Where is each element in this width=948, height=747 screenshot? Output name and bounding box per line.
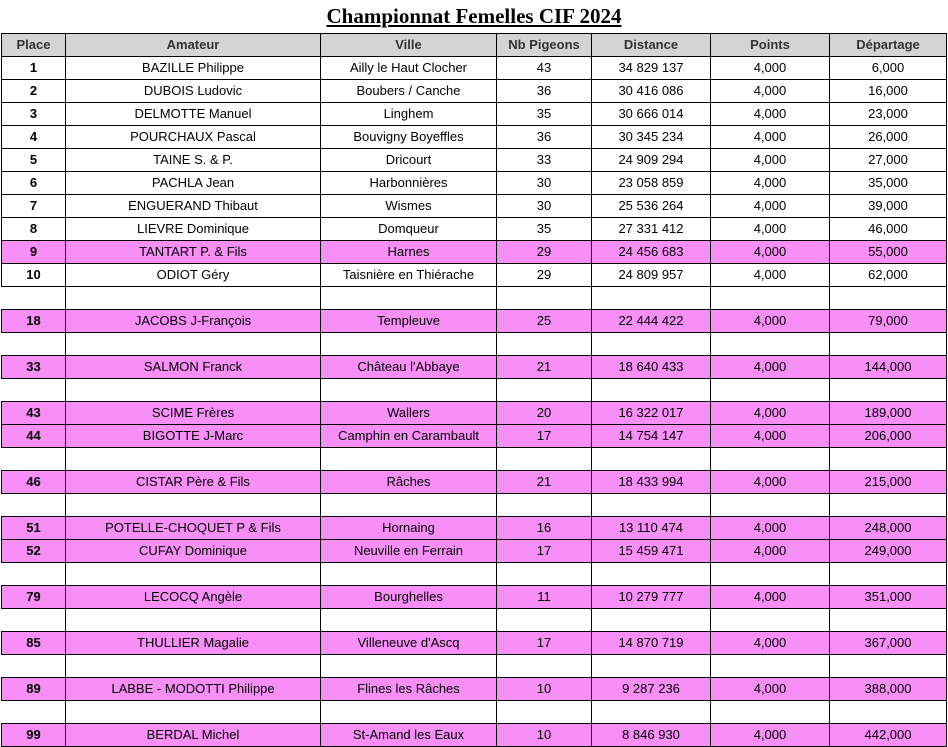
spacer-row (2, 494, 947, 517)
cell-departage: 35,000 (830, 172, 947, 195)
cell-departage: 248,000 (830, 517, 947, 540)
cell-points: 4,000 (711, 80, 830, 103)
cell-nb-pigeons: 21 (497, 356, 592, 379)
cell-nb-pigeons: 17 (497, 632, 592, 655)
cell-amateur: LECOCQ Angèle (66, 586, 321, 609)
cell-amateur: CUFAY Dominique (66, 540, 321, 563)
spacer-cell (592, 609, 711, 632)
cell-departage: 388,000 (830, 678, 947, 701)
cell-distance: 18 640 433 (592, 356, 711, 379)
cell-amateur: ODIOT Géry (66, 264, 321, 287)
cell-place: 33 (2, 356, 66, 379)
cell-ville: Linghem (321, 103, 497, 126)
header-ville: Ville (321, 34, 497, 57)
table-row (2, 80, 947, 103)
cell-amateur: POURCHAUX Pascal (66, 126, 321, 149)
spacer-cell (592, 655, 711, 678)
header-points: Points (711, 34, 830, 57)
cell-nb-pigeons: 35 (497, 218, 592, 241)
cell-nb-pigeons: 25 (497, 310, 592, 333)
cell-ville: Wismes (321, 195, 497, 218)
spacer-cell (2, 655, 66, 678)
cell-ville: Neuville en Ferrain (321, 540, 497, 563)
cell-amateur: SALMON Franck (66, 356, 321, 379)
table-row (2, 540, 947, 563)
cell-points: 4,000 (711, 103, 830, 126)
cell-ville: St-Amand les Eaux (321, 724, 497, 747)
header-amateur: Amateur (66, 34, 321, 57)
cell-points: 4,000 (711, 57, 830, 80)
table-row (2, 402, 947, 425)
spacer-cell (2, 448, 66, 471)
cell-distance: 13 110 474 (592, 517, 711, 540)
spacer-cell (2, 563, 66, 586)
cell-ville: Râches (321, 471, 497, 494)
table-row (2, 241, 947, 264)
cell-amateur: JACOBS J-François (66, 310, 321, 333)
cell-place: 52 (2, 540, 66, 563)
cell-distance: 34 829 137 (592, 57, 711, 80)
cell-departage: 215,000 (830, 471, 947, 494)
cell-amateur: ENGUERAND Thibaut (66, 195, 321, 218)
cell-departage: 144,000 (830, 356, 947, 379)
cell-distance: 24 909 294 (592, 149, 711, 172)
spacer-row (2, 609, 947, 632)
cell-amateur: DELMOTTE Manuel (66, 103, 321, 126)
cell-amateur: TANTART P. & Fils (66, 241, 321, 264)
spacer-cell (592, 287, 711, 310)
spacer-cell (830, 609, 947, 632)
table-row (2, 310, 947, 333)
spacer-cell (321, 701, 497, 724)
header-row (2, 34, 947, 57)
cell-nb-pigeons: 17 (497, 425, 592, 448)
cell-place: 89 (2, 678, 66, 701)
cell-points: 4,000 (711, 149, 830, 172)
cell-nb-pigeons: 43 (497, 57, 592, 80)
cell-place: 5 (2, 149, 66, 172)
cell-departage: 442,000 (830, 724, 947, 747)
cell-ville: Bourghelles (321, 586, 497, 609)
cell-place: 85 (2, 632, 66, 655)
cell-points: 4,000 (711, 356, 830, 379)
cell-nb-pigeons: 11 (497, 586, 592, 609)
cell-nb-pigeons: 30 (497, 172, 592, 195)
table-row (2, 632, 947, 655)
spacer-cell (66, 287, 321, 310)
table-body (2, 57, 947, 747)
cell-distance: 30 345 234 (592, 126, 711, 149)
table-row (2, 57, 947, 80)
spacer-cell (321, 655, 497, 678)
cell-departage: 249,000 (830, 540, 947, 563)
spacer-cell (711, 609, 830, 632)
spacer-cell (711, 494, 830, 517)
cell-distance: 27 331 412 (592, 218, 711, 241)
spacer-cell (497, 448, 592, 471)
cell-amateur: CISTAR Père & Fils (66, 471, 321, 494)
cell-distance: 25 536 264 (592, 195, 711, 218)
table-row (2, 517, 947, 540)
cell-departage: 6,000 (830, 57, 947, 80)
cell-distance: 18 433 994 (592, 471, 711, 494)
spacer-cell (592, 333, 711, 356)
cell-departage: 351,000 (830, 586, 947, 609)
cell-nb-pigeons: 35 (497, 103, 592, 126)
cell-place: 7 (2, 195, 66, 218)
spacer-cell (711, 701, 830, 724)
cell-distance: 14 754 147 (592, 425, 711, 448)
header-nb-pigeons: Nb Pigeons (497, 34, 592, 57)
spacer-cell (497, 494, 592, 517)
cell-distance: 24 809 957 (592, 264, 711, 287)
cell-points: 4,000 (711, 218, 830, 241)
spacer-cell (321, 287, 497, 310)
spacer-row (2, 448, 947, 471)
spacer-cell (711, 448, 830, 471)
spacer-cell (2, 701, 66, 724)
table-row (2, 678, 947, 701)
spacer-cell (2, 494, 66, 517)
cell-distance: 23 058 859 (592, 172, 711, 195)
spacer-cell (830, 701, 947, 724)
spacer-cell (66, 448, 321, 471)
header-departage: Départage (830, 34, 947, 57)
cell-nb-pigeons: 20 (497, 402, 592, 425)
spacer-cell (66, 701, 321, 724)
cell-departage: 62,000 (830, 264, 947, 287)
spacer-cell (711, 379, 830, 402)
cell-place: 3 (2, 103, 66, 126)
cell-place: 79 (2, 586, 66, 609)
spacer-row (2, 655, 947, 678)
cell-ville: Domqueur (321, 218, 497, 241)
cell-ville: Château l'Abbaye (321, 356, 497, 379)
cell-amateur: BAZILLE Philippe (66, 57, 321, 80)
cell-nb-pigeons: 36 (497, 126, 592, 149)
cell-distance: 16 322 017 (592, 402, 711, 425)
spacer-cell (711, 655, 830, 678)
cell-amateur: LABBE - MODOTTI Philippe (66, 678, 321, 701)
page-title: Championnat Femelles CIF 2024 (326, 4, 622, 28)
cell-departage: 189,000 (830, 402, 947, 425)
cell-amateur: POTELLE-CHOQUET P & Fils (66, 517, 321, 540)
cell-distance: 30 416 086 (592, 80, 711, 103)
spacer-cell (711, 333, 830, 356)
table-row (2, 149, 947, 172)
spacer-cell (711, 287, 830, 310)
table-row (2, 586, 947, 609)
cell-amateur: PACHLA Jean (66, 172, 321, 195)
cell-amateur: BIGOTTE J-Marc (66, 425, 321, 448)
table-row (2, 471, 947, 494)
table-row (2, 103, 947, 126)
cell-nb-pigeons: 33 (497, 149, 592, 172)
cell-ville: Taisnière en Thiérache (321, 264, 497, 287)
spacer-cell (592, 448, 711, 471)
table-row (2, 172, 947, 195)
cell-place: 9 (2, 241, 66, 264)
spacer-cell (711, 563, 830, 586)
cell-points: 4,000 (711, 678, 830, 701)
spacer-cell (830, 494, 947, 517)
spacer-cell (66, 379, 321, 402)
spacer-cell (497, 333, 592, 356)
cell-distance: 30 666 014 (592, 103, 711, 126)
spacer-cell (497, 379, 592, 402)
cell-ville: Harnes (321, 241, 497, 264)
spacer-cell (830, 287, 947, 310)
spacer-row (2, 379, 947, 402)
cell-place: 43 (2, 402, 66, 425)
cell-amateur: DUBOIS Ludovic (66, 80, 321, 103)
cell-ville: Harbonnières (321, 172, 497, 195)
cell-place: 1 (2, 57, 66, 80)
spacer-row (2, 333, 947, 356)
cell-points: 4,000 (711, 195, 830, 218)
spacer-cell (497, 287, 592, 310)
cell-ville: Villeneuve d'Ascq (321, 632, 497, 655)
cell-ville: Wallers (321, 402, 497, 425)
cell-departage: 39,000 (830, 195, 947, 218)
table-row (2, 724, 947, 747)
cell-nb-pigeons: 21 (497, 471, 592, 494)
cell-nb-pigeons: 29 (497, 264, 592, 287)
spacer-cell (497, 655, 592, 678)
cell-amateur: TAINE S. & P. (66, 149, 321, 172)
cell-points: 4,000 (711, 586, 830, 609)
cell-distance: 15 459 471 (592, 540, 711, 563)
spacer-cell (592, 494, 711, 517)
spacer-cell (321, 494, 497, 517)
cell-points: 4,000 (711, 310, 830, 333)
spacer-cell (830, 563, 947, 586)
cell-nb-pigeons: 30 (497, 195, 592, 218)
cell-place: 99 (2, 724, 66, 747)
spacer-cell (830, 379, 947, 402)
cell-place: 10 (2, 264, 66, 287)
spacer-cell (66, 563, 321, 586)
spacer-cell (2, 333, 66, 356)
table-row (2, 126, 947, 149)
spacer-cell (321, 379, 497, 402)
cell-nb-pigeons: 16 (497, 517, 592, 540)
spacer-cell (497, 609, 592, 632)
cell-nb-pigeons: 29 (497, 241, 592, 264)
spacer-cell (592, 379, 711, 402)
spacer-row (2, 287, 947, 310)
cell-points: 4,000 (711, 264, 830, 287)
cell-points: 4,000 (711, 471, 830, 494)
table-row (2, 425, 947, 448)
cell-place: 18 (2, 310, 66, 333)
cell-distance: 24 456 683 (592, 241, 711, 264)
spacer-cell (497, 563, 592, 586)
cell-amateur: LIEVRE Dominique (66, 218, 321, 241)
cell-departage: 46,000 (830, 218, 947, 241)
cell-amateur: BERDAL Michel (66, 724, 321, 747)
cell-place: 2 (2, 80, 66, 103)
cell-departage: 367,000 (830, 632, 947, 655)
cell-amateur: SCIME Frères (66, 402, 321, 425)
cell-points: 4,000 (711, 402, 830, 425)
cell-departage: 206,000 (830, 425, 947, 448)
spacer-cell (66, 494, 321, 517)
cell-points: 4,000 (711, 425, 830, 448)
cell-ville: Camphin en Carambault (321, 425, 497, 448)
cell-nb-pigeons: 10 (497, 724, 592, 747)
cell-place: 6 (2, 172, 66, 195)
header-place: Place (2, 34, 66, 57)
cell-points: 4,000 (711, 540, 830, 563)
spacer-cell (2, 379, 66, 402)
cell-ville: Boubers / Canche (321, 80, 497, 103)
cell-nb-pigeons: 36 (497, 80, 592, 103)
spacer-cell (321, 609, 497, 632)
spacer-cell (2, 287, 66, 310)
cell-place: 44 (2, 425, 66, 448)
spacer-cell (830, 333, 947, 356)
spacer-cell (66, 609, 321, 632)
spacer-cell (592, 563, 711, 586)
cell-place: 51 (2, 517, 66, 540)
cell-distance: 8 846 930 (592, 724, 711, 747)
cell-distance: 9 287 236 (592, 678, 711, 701)
spacer-cell (830, 655, 947, 678)
spacer-cell (66, 333, 321, 356)
cell-departage: 27,000 (830, 149, 947, 172)
table-row (2, 195, 947, 218)
cell-nb-pigeons: 10 (497, 678, 592, 701)
cell-departage: 23,000 (830, 103, 947, 126)
cell-place: 4 (2, 126, 66, 149)
cell-ville: Ailly le Haut Clocher (321, 57, 497, 80)
cell-points: 4,000 (711, 517, 830, 540)
spacer-cell (830, 448, 947, 471)
table-row (2, 264, 947, 287)
spacer-cell (321, 333, 497, 356)
spacer-cell (2, 609, 66, 632)
spacer-row (2, 563, 947, 586)
cell-points: 4,000 (711, 632, 830, 655)
cell-amateur: THULLIER Magalie (66, 632, 321, 655)
cell-departage: 79,000 (830, 310, 947, 333)
cell-ville: Dricourt (321, 149, 497, 172)
cell-distance: 14 870 719 (592, 632, 711, 655)
spacer-cell (592, 701, 711, 724)
spacer-row (2, 701, 947, 724)
cell-place: 8 (2, 218, 66, 241)
cell-ville: Flines les Râches (321, 678, 497, 701)
header-distance: Distance (592, 34, 711, 57)
spacer-cell (497, 701, 592, 724)
cell-points: 4,000 (711, 241, 830, 264)
spacer-cell (66, 655, 321, 678)
table-row (2, 356, 947, 379)
cell-departage: 26,000 (830, 126, 947, 149)
cell-points: 4,000 (711, 126, 830, 149)
results-table (1, 33, 947, 747)
title-area (0, 0, 948, 33)
cell-ville: Hornaing (321, 517, 497, 540)
cell-departage: 55,000 (830, 241, 947, 264)
cell-place: 46 (2, 471, 66, 494)
cell-distance: 22 444 422 (592, 310, 711, 333)
cell-nb-pigeons: 17 (497, 540, 592, 563)
table-row (2, 218, 947, 241)
cell-points: 4,000 (711, 724, 830, 747)
cell-ville: Templeuve (321, 310, 497, 333)
cell-ville: Bouvigny Boyeffles (321, 126, 497, 149)
cell-departage: 16,000 (830, 80, 947, 103)
spacer-cell (321, 448, 497, 471)
cell-points: 4,000 (711, 172, 830, 195)
cell-distance: 10 279 777 (592, 586, 711, 609)
spacer-cell (321, 563, 497, 586)
